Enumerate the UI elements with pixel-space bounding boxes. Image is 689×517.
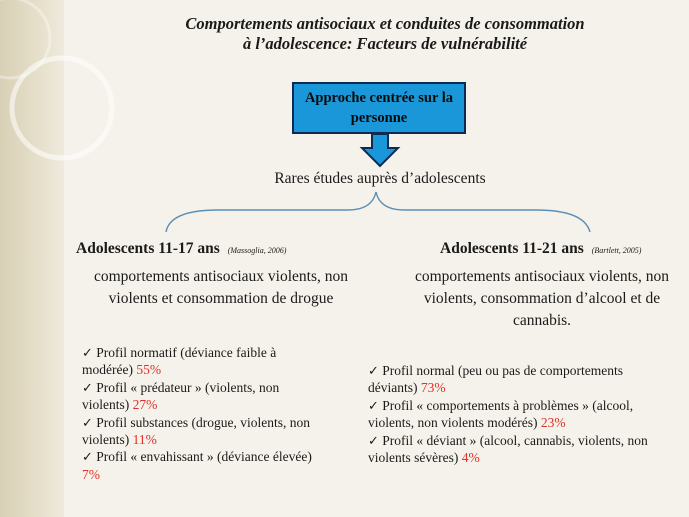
check-icon: ✓ [368, 363, 379, 378]
list-item [82, 344, 322, 379]
subtitle: Rares études auprès d’adolescents [274, 170, 486, 187]
check-icon: ✓ [82, 414, 93, 430]
list-item [82, 448, 322, 483]
item-text: Profil « prédateur » (violents, non violents) [82, 379, 280, 413]
list-item [82, 414, 322, 449]
item-text: Profil normal (peu ou pas de comportements déviants) [368, 363, 623, 396]
right-column-heading [440, 240, 641, 258]
check-icon: ✓ [368, 397, 379, 413]
title-line-1: Comportements antisociaux et conduites de consommation [185, 14, 585, 33]
left-heading-reference: (Massoglia, 2006) [227, 246, 287, 255]
left-heading-text: Adolescents 11-17 ans [76, 240, 220, 257]
item-percent: 27% [132, 397, 158, 413]
item-percent: 7% [82, 466, 100, 482]
decorative-side-band [0, 0, 64, 517]
right-heading-reference: (Bartlett, 2005) [591, 246, 642, 255]
check-icon: ✓ [368, 432, 379, 448]
check-icon: ✓ [82, 449, 93, 465]
item-text: Profil « déviant » (alcool, cannabis, violents, non violents sévères) [368, 432, 648, 466]
item-percent: 73% [420, 380, 446, 396]
check-icon: ✓ [82, 379, 93, 395]
item-percent: 23% [540, 415, 566, 431]
slide-title [120, 14, 650, 54]
list-item [368, 397, 668, 432]
item-percent: 11% [132, 432, 157, 448]
curly-brace-divider [158, 190, 598, 234]
item-percent: 4% [461, 450, 480, 466]
left-column-heading [76, 240, 286, 258]
right-profile-list [368, 362, 668, 466]
item-text: Profil substances (drogue, violents, non violents) [82, 414, 311, 448]
item-text: Profil normatif (déviance faible à modérée) [82, 345, 277, 378]
check-icon: ✓ [82, 345, 93, 360]
title-line-2: à l’adolescence: Facteurs de vulnérabilité [242, 34, 528, 53]
item-text: Profil « comportements à problèmes » (alcool, violents, non violents modérés) [368, 397, 634, 431]
list-item [82, 379, 322, 414]
item-percent: 55% [136, 362, 162, 378]
list-item [368, 362, 668, 397]
left-profile-list [82, 344, 322, 483]
right-column-description: comportements antisociaux violents, non violents, consommation d’alcool et de cannabis. [415, 268, 669, 329]
right-heading-text: Adolescents 11-21 ans [440, 240, 584, 257]
approach-callout-box [292, 82, 466, 134]
left-column-description: comportements antisociaux violents, non violents et consommation de drogue [94, 268, 348, 307]
down-arrow-icon [358, 134, 402, 168]
callout-label: Approche centrée sur la personne [304, 90, 454, 126]
list-item [368, 432, 668, 467]
item-text: Profil « envahissant » (déviance élevée) [96, 449, 312, 465]
